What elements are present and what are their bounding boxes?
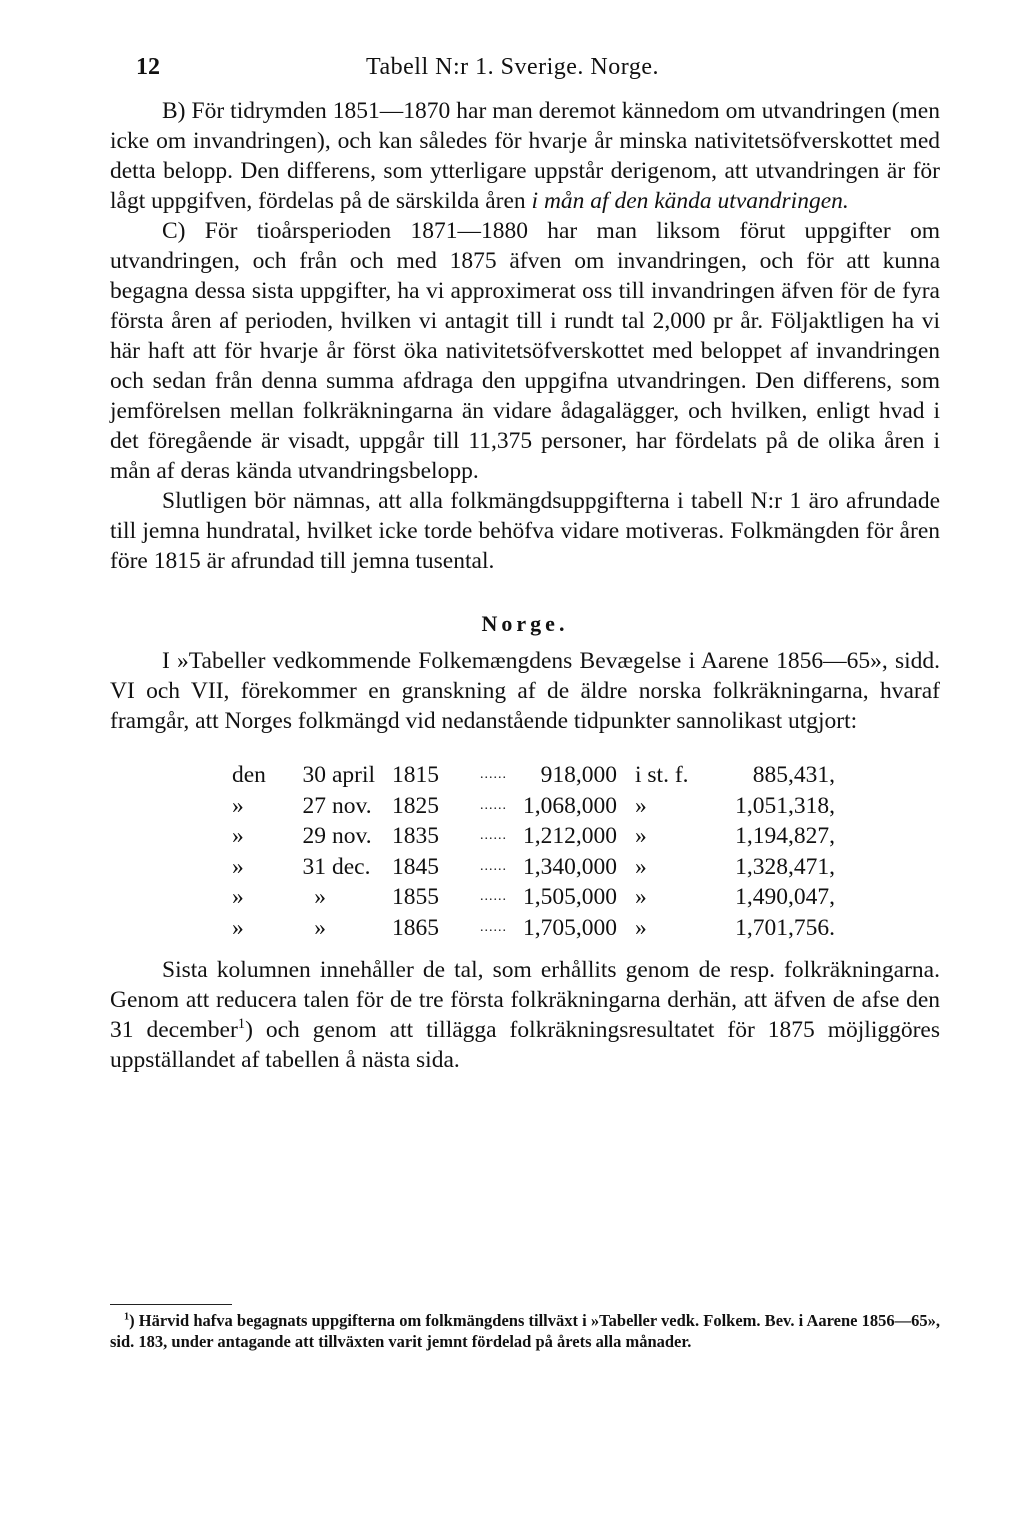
running-head: Tabell N:r 1. Sverige. Norge. [366,54,659,80]
date-part-p4: 1825 [392,792,439,819]
table-row [232,913,940,944]
page-number: 12 [136,54,160,80]
dot-leaders: ...... [480,828,507,843]
footnote-paragraph [110,1310,940,1352]
census-population-cell: 1,051,318, [735,792,835,819]
paragraph-b [110,96,940,216]
paragraph-sista [110,955,940,1075]
instead-of-cell: » [635,884,647,910]
date-part-p4: 1835 [392,823,439,849]
date-part-p2: 29 [302,823,326,849]
footnote-marker: 1 [124,1311,130,1323]
date-part-p4: 1845 [392,853,439,880]
footnote-reference: 1 [237,1016,246,1033]
instead-of-cell: » [635,853,647,880]
instead-of-cell: i st. f. [635,762,689,788]
date-part-p1: » [232,823,244,849]
dot-leaders: ...... [480,797,507,813]
body-text [110,96,940,1075]
table-row [232,882,940,913]
dot-leaders: ...... [480,767,507,782]
paragraph-sista-text-2: ) och genom att tillägga folkräkningsresultatet för 1875 möjliggöres uppställandet af tabellen å nästa sida. [110,1017,941,1073]
date-part-p4: 1865 [392,914,439,941]
date-cell [232,791,507,822]
estimated-population-cell: 1,212,000 [523,823,617,849]
date-part-p3: april [332,762,376,788]
date-part-p2: » [314,914,326,941]
footnote [110,1310,940,1352]
section-heading-norge: Norge. [481,611,569,636]
table-row [232,791,940,822]
date-part-p3: nov. [332,823,372,849]
date-part-p3: dec. [332,853,371,880]
instead-of-cell: » [635,792,647,819]
date-cell [232,852,507,883]
date-cell [232,882,507,913]
date-part-p1: » [232,914,244,941]
date-part-p4: 1815 [392,762,439,788]
instead-of-cell: » [635,823,647,849]
table-row [232,760,940,791]
footnote-divider [110,1304,232,1305]
table-row [232,821,940,852]
date-part-p3 [332,913,392,944]
date-part-p2: 31 [302,853,326,880]
date-part-p3 [332,882,392,913]
date-part-p1: » [232,853,244,880]
date-cell [232,760,507,791]
date-part-p1: » [232,884,244,910]
population-table [232,760,940,943]
page-header [110,54,944,94]
estimated-population-cell: 1,340,000 [523,853,617,880]
date-cell [232,913,507,944]
instead-of-cell: » [635,914,647,941]
date-part-p1: den [232,762,266,788]
date-part-p2: » [314,884,326,910]
estimated-population-cell: 1,505,000 [523,884,617,910]
census-population-cell: 1,701,756. [735,914,835,941]
date-part-p2: 27 [302,792,326,819]
dot-leaders: ...... [480,889,507,904]
date-part-p4: 1855 [392,884,439,910]
paragraph-sista-text-1: Sista kolumnen innehåller de tal, som erhållits genom de resp. folkräkningarna. Genom att reducera talen för de tre första folkräkningarna derhän, att äfven de afse den 31 december [110,957,940,1043]
census-population-cell: 885,431, [752,762,835,788]
dot-leaders: ...... [480,858,507,874]
date-part-p1: » [232,792,244,819]
census-population-cell: 1,328,471, [735,853,835,880]
paragraph-slutligen: Slutligen bör nämnas, att alla folkmängdsuppgifterna i tabell N:r 1 äro afrundade till jemna hundratal, hvilket icke torde behöfva vidare motiveras. Folkmängden för åren före 1815 är afrundad till jemna tusental. [110,488,940,574]
date-cell [232,821,507,852]
estimated-population-cell: 1,705,000 [523,914,617,941]
paragraph-b-italic: i mån af den kända utvandringen. [531,188,849,214]
footnote-text: ) Härvid hafva begagnats uppgifterna om folkmängdens tillväxt i »Tabeller vedk. Folkem. Bev. i Aarene 1856—65», sid. 183, under antagande att tillväxten varit jemnt fördelad på årets alla månader. [110,1311,940,1351]
census-population-cell: 1,194,827, [735,823,835,849]
paragraph-norge: I »Tabeller vedkommende Folkemængdens Bevægelse i Aarene 1856—65», sidd. VI och VII, förekommer en granskning af de äldre norska folkräkningarna, hvaraf framgår, att Norges folkmängd vid nedanstående tidpunkter sannolikast utgjort: [110,648,940,734]
table-row [232,852,940,883]
dot-leaders: ...... [480,919,507,935]
census-population-cell: 1,490,047, [735,884,835,910]
estimated-population-cell: 918,000 [540,762,617,788]
date-part-p2: 30 [302,762,326,788]
paragraph-b-text: B) För tidrymden 1851—1870 har man deremot kännedom om utvandringen (men icke om invandringen), och kan således för hvarje år minska nativitetsöfverskottet med detta belopp. Den differens, som ytterligare uppstår derigenom, att utvandringen är för lågt uppgifven, fördelas på de särskilda åren [110,98,940,214]
estimated-population-cell: 1,068,000 [523,792,617,819]
date-part-p3: nov. [332,792,372,819]
paragraph-c: C) För tioårsperioden 1871—1880 har man liksom förut uppgifter om utvandringen, och från och med 1875 äfven om invandringen, och för att kunna begagna dessa sista uppgifter, ha vi approximerat oss till invandringen äfven för de fyra första åren af perioden, hvilken vi antagit till i rundt tal 2,000 pr år. Följaktligen ha vi här haft att för hvarje år först öka nativitetsöfverskottet med beloppet af invandringen och sedan från denna summa afdraga den uppgifna utvandringen. Den differens, som jemförelsen mellan folkräkningarna än vidare ådagalägger, och hvilken, enligt hvad i det föregående är visadt, uppgår till 11,375 personer, har fördelats på de olika åren i mån af deras kända utvandringsbelopp. [110,218,940,484]
